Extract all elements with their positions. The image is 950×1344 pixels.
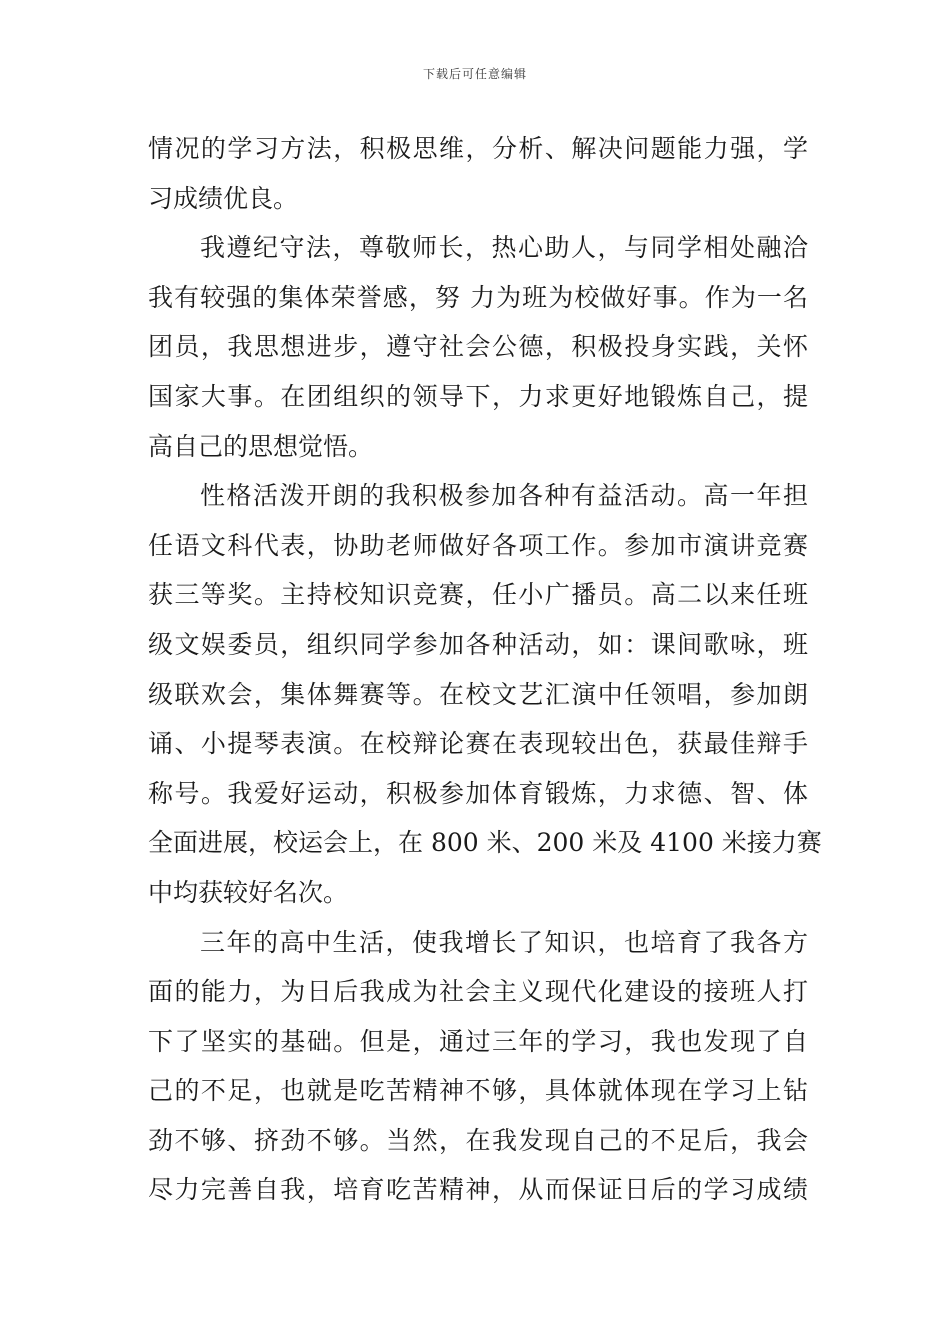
text-line: 级文娱委员，组织同学参加各种活动，如：课间歌咏，班 bbox=[148, 629, 808, 659]
text-line: 称号。我爱好运动，积极参加体育锻炼，力求德、智、体 bbox=[148, 778, 808, 808]
document-body bbox=[148, 124, 822, 1215]
text-line: 全面进展，校运会上，在 800 米、200 米及 4100 米接力赛 bbox=[148, 828, 822, 858]
text-line: 习成绩优良。 bbox=[148, 183, 299, 213]
text-line: 中均获较好名次。 bbox=[148, 877, 349, 907]
text-line: 己的不足，也就是吃苦精神不够，具体就体现在学习上钻 bbox=[148, 1076, 808, 1106]
page-header: 下载后可任意编辑 bbox=[422, 67, 527, 81]
text-line: 情况的学习方法，积极思维，分析、解决问题能力强，学 bbox=[148, 134, 808, 163]
text-line: 国家大事。在团组织的领导下，力求更好地锻炼自己，提 bbox=[148, 381, 808, 411]
text-line: 面的能力，为日后我成为社会主义现代化建设的接班人打 bbox=[148, 977, 808, 1007]
text-line: 诵、小提琴表演。在校辩论赛在表现较出色，获最佳辩手 bbox=[148, 729, 808, 759]
text-line: 获三等奖。主持校知识竞赛，任小广播员。高二以来任班 bbox=[148, 580, 808, 610]
text-line: 高自己的思想觉悟。 bbox=[148, 431, 374, 461]
text-line: 下了坚实的基础。但是，通过三年的学习，我也发现了自 bbox=[148, 1026, 808, 1056]
text-line: 级联欢会，集体舞赛等。在校文艺汇演中任领唱，参加朗 bbox=[148, 679, 808, 709]
text-line: 我有较强的集体荣誉感，努 力为班为校做好事。作为一名 bbox=[148, 282, 808, 312]
text-line: 任语文科代表，协助老师做好各项工作。参加市演讲竞赛 bbox=[148, 530, 808, 560]
paragraph-first-line: 三年的高中生活，使我增长了知识，也培育了我各方 bbox=[200, 927, 808, 957]
text-line: 劲不够、挤劲不够。当然，在我发现自己的不足后，我会 bbox=[148, 1125, 808, 1155]
paragraph-first-line: 我遵纪守法，尊敬师长，热心助人，与同学相处融洽 bbox=[200, 233, 808, 263]
paragraph-first-line: 性格活泼开朗的我积极参加各种有益活动。高一年担 bbox=[200, 481, 808, 511]
text-line: 尽力完善自我，培育吃苦精神，从而保证日后的学习成绩 bbox=[148, 1175, 808, 1205]
text-line: 团员，我思想进步，遵守社会公德，积极投身实践，关怀 bbox=[148, 332, 808, 362]
